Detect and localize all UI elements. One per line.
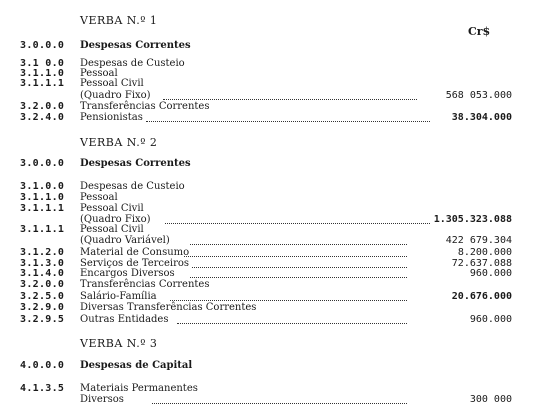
verba-title: VERBA N.º 1 [80,14,158,27]
budget-row [0,78,544,90]
account-description: Pessoal Civil [80,203,144,214]
account-code: 3.1.1.1 [20,78,65,89]
account-description: Despesas Correntes [80,158,191,169]
account-code: 4.0.0.0 [20,360,65,371]
account-description: Pessoal Civil [80,78,144,89]
account-description: Materiais Permanentes [80,383,198,394]
amount-value: 300 000 [469,394,512,405]
dot-leader [192,258,407,268]
section-heading-row [0,158,544,170]
account-code: 3.1 0.0 [20,58,65,69]
budget-row [0,314,544,326]
account-description: Salário-Família [80,291,157,302]
account-code: 3.2.9.5 [20,314,65,325]
account-description: Pessoal [80,68,118,79]
account-description: (Quadro Fixo) [80,214,151,225]
account-description: Despesas de Capital [80,360,193,371]
amount-value: 1.305.323.088 [433,214,512,225]
account-description: Outras Entidades [80,314,169,325]
account-description: Diversos [80,394,124,405]
account-description: Pensionistas [80,112,143,123]
account-description: (Quadro Variável) [80,235,170,246]
amount-value: 38.304.000 [451,112,512,123]
account-description: Pessoal Civil [80,224,144,235]
account-description: Transferências Correntes [80,101,210,112]
account-code: 3.0.0.0 [20,158,65,169]
amount-value: 960.000 [469,314,512,325]
account-code: 3.0.0.0 [20,40,65,51]
account-code: 3.2.5.0 [20,291,65,302]
account-description: Pessoal [80,192,118,203]
account-description: Transferências Correntes [80,279,210,290]
amount-value: 8.200.000 [457,247,512,258]
account-code: 3.2.0.0 [20,279,65,290]
dot-leader [165,214,430,224]
section-heading-row [0,40,544,52]
account-code: 3.2.4.0 [20,112,65,123]
amount-value: 422 679.304 [445,235,512,246]
amount-value: 960.000 [469,268,512,279]
amount-value: 568 053.000 [445,90,512,101]
dot-leader [177,314,407,324]
account-code: 3.1.1.1 [20,203,65,214]
dot-leader [190,268,407,278]
account-code: 3.2.0.0 [20,101,65,112]
currency-label: Cr$ [468,25,491,38]
dot-leader [152,394,407,404]
account-description: Serviços de Terceiros [80,258,190,269]
budget-row [0,112,544,124]
amount-value: 20.676.000 [451,291,512,302]
account-code: 3.1.1.0 [20,192,65,203]
account-description: Despesas Correntes [80,40,191,51]
dot-leader [146,112,430,122]
budget-row [0,394,544,406]
account-code: 3.1.2.0 [20,247,65,258]
account-code: 3.1.4.0 [20,268,65,279]
account-code: 3.1.1.1 [20,224,65,235]
account-description: Material de Consumo [80,247,190,258]
account-description: (Quadro Fixo) [80,90,151,101]
section-heading-row [0,360,544,372]
account-code: 3.2.9.0 [20,302,65,313]
budget-row [0,302,544,314]
account-code: 3.1.0.0 [20,181,65,192]
dot-leader [184,247,407,257]
budget-row [0,279,544,291]
dot-leader [170,291,407,301]
amount-value: 72.637.088 [451,258,512,269]
account-code: 3.1.1.0 [20,68,65,79]
verba-title: VERBA N.º 3 [80,337,158,350]
dot-leader [163,90,417,100]
dot-leader [190,235,407,245]
budget-row [0,235,544,247]
account-description: Diversas Transferências Correntes [80,302,257,313]
verba-title: VERBA N.º 2 [80,136,158,149]
account-code: 4.1.3.5 [20,383,65,394]
account-description: Despesas de Custeio [80,181,185,192]
account-description: Despesas de Custeio [80,58,185,69]
account-code: 3.1.3.0 [20,258,65,269]
account-description: Encargos Diversos [80,268,175,279]
